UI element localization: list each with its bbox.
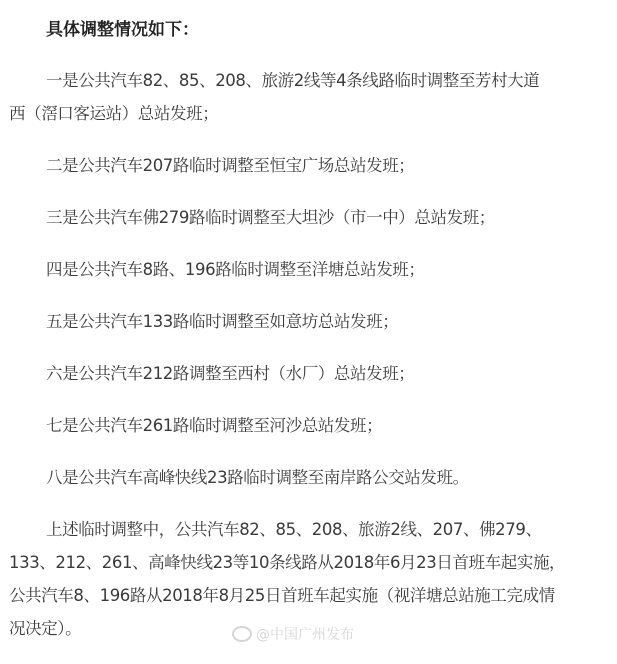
paragraph — [9, 357, 609, 390]
paragraph-list — [9, 64, 609, 645]
watermark-text: @中国广州发布 — [256, 627, 354, 643]
paragraph — [9, 201, 609, 234]
watermark — [232, 624, 354, 644]
paragraph-line: 二是公共汽车207路临时调整至恒宝广场总站发班； — [46, 156, 415, 175]
article-body — [9, 14, 609, 664]
section-heading: 具体调整情况如下： — [46, 20, 199, 40]
paragraph-line: 八是公共汽车高峰快线23路临时调整至南岸路公交站发班。 — [46, 468, 469, 487]
paragraph-line: 七是公共汽车261路临时调整至河沙总站发班； — [46, 416, 383, 435]
weibo-logo-icon — [232, 626, 252, 642]
paragraph — [9, 253, 609, 286]
paragraph-line: 四是公共汽车8路、196路临时调整至洋塘总站发班； — [46, 260, 425, 279]
paragraph-line: 公共汽车8、196路从2018年8月25日首班车起实施（视洋塘总站施工完成情 — [9, 586, 555, 605]
paragraph — [9, 64, 609, 130]
paragraph — [9, 305, 609, 338]
paragraph-line: 133、212、261、高峰快线23等10条线路从2018年6月23日首班车起实施， — [9, 553, 566, 572]
paragraph — [9, 149, 609, 182]
paragraph-line: 三是公共汽车佛279路临时调整至大坦沙（市一中）总站发班； — [46, 208, 495, 227]
paragraph-line: 五是公共汽车133路临时调整至如意坊总站发班； — [46, 312, 399, 331]
paragraph — [9, 409, 609, 442]
paragraph-line: 上述临时调整中，公共汽车82、85、208、旅游2线、207、佛279、 — [46, 520, 542, 539]
paragraph — [9, 461, 609, 494]
paragraph-line: 西（滘口客运站）总站发班； — [9, 104, 219, 123]
paragraph-line: 况决定）。 — [9, 619, 82, 638]
paragraph-line: 六是公共汽车212路调整至西村（水厂）总站发班； — [46, 364, 415, 383]
paragraph-line: 一是公共汽车82、85、208、旅游2线等4条线路临时调整至芳村大道 — [46, 71, 540, 90]
